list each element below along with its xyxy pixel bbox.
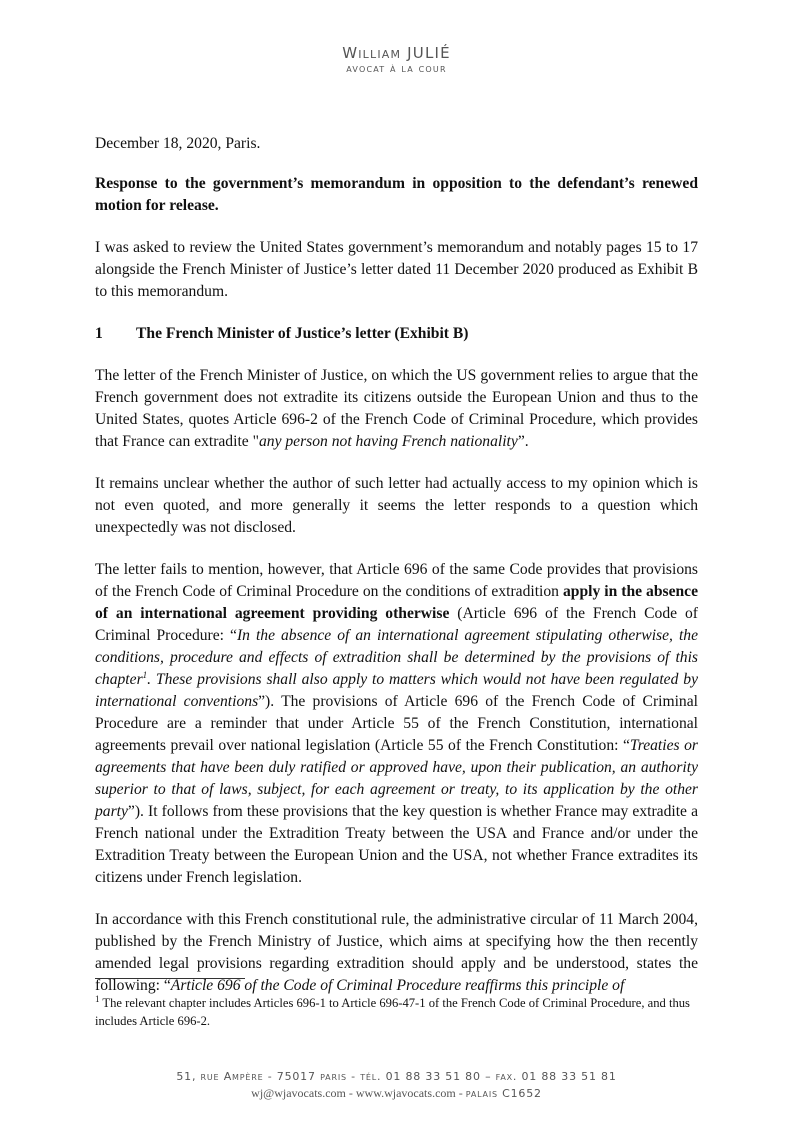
document-date: December 18, 2020, Paris. xyxy=(95,135,261,152)
quote: Article 696 of the Code of Criminal Procedure reaffirms this principle of xyxy=(170,977,625,994)
document-title xyxy=(95,173,698,217)
footer-contact xyxy=(0,1085,793,1102)
paragraph-article-696 xyxy=(95,559,698,889)
text: ”). The provisions of Article 696 of the French Code of Criminal Procedure are a reminder that under Article 55 of the French Constitution, international agreements prevail over national legislation (Article 55 of the French Constitution: “ xyxy=(95,693,698,754)
title-text: Response to the government’s memorandum in opposition to the defendant’s renewed motion for release. xyxy=(95,175,698,214)
text: ”. xyxy=(517,433,529,450)
document-body xyxy=(95,133,698,1017)
footer-email-web: wj@wjavocats.com - www.wjavocats.com - xyxy=(251,1086,466,1100)
footnote xyxy=(95,994,695,1030)
footnote-ref-number: 1 xyxy=(142,669,148,680)
text: (Article 696 of the French Code of Criminal Procedure: “ xyxy=(95,605,698,644)
section-title: The French Minister of Justice’s letter (Exhibit B) xyxy=(136,325,469,342)
paragraph-letter xyxy=(95,365,698,453)
lawyer-name: William JULIÉ xyxy=(342,44,451,62)
footnote-separator xyxy=(95,978,245,979)
text: ”). It follows from these provisions that the key question is whether France may extradite a French national under the Extradition Treaty between the USA and France and/or under the Extradition Treaty between the European Union and the USA, not whether France extradites its citizens under French legislation. xyxy=(95,803,698,886)
quote: In the absence of an international agreement stipulating otherwise, the conditions, procedure and effects of extradition shall be determined by the provisions of this chapter xyxy=(95,627,699,688)
quote: . These provisions shall also apply to matters which would not have been regulated by international conventions xyxy=(95,671,698,710)
quote: any person not having French nationality xyxy=(258,433,518,450)
paragraph-unclear: It remains unclear whether the author of such letter had actually access to my opinion which is not even quoted, and more generally it seems the letter responds to a question which unexpectedly was not disclosed. xyxy=(95,475,698,536)
footnote-text: The relevant chapter includes Articles 696-1 to Article 696-47-1 of the French Code of Criminal Procedure, and thus includes Article 696-2. xyxy=(95,996,690,1028)
text: The letter of the French Minister of Justice, on which the US government relies to argue that the French government does not extradite its citizens outside the European Union and thus to the United States, quotes Article 696-2 of the French Code of Criminal Procedure, which provides that France can extradite " xyxy=(95,367,698,450)
quote: Treaties or agreements that have been duly ratified or approved have, upon their publication, an authority superior to that of laws, subject, for each agreement or treaty, to its application by the other party xyxy=(95,737,698,820)
text: The letter fails to mention, however, that Article 696 of the same Code provides that provisions of the French Code of Criminal Procedure on the conditions of extradition xyxy=(95,561,698,600)
paragraph-intro: I was asked to review the United States government’s memorandum and notably pages 15 to 17 alongside the French Minister of Justice’s letter dated 11 December 2020 produced as Exhibit B to this memorandum. xyxy=(95,239,698,300)
letterhead-footer xyxy=(0,1069,793,1102)
section-heading xyxy=(95,323,698,345)
emphasis: apply in the absence of an international agreement providing otherwise xyxy=(95,583,699,622)
footer-address: 51, rue Ampère - 75017 paris - tél. 01 88 33 51 80 – fax. 01 88 33 51 81 xyxy=(176,1070,617,1083)
text: In accordance with this French constitutional rule, the administrative circular of 11 March 2004, published by the French Ministry of Justice, which aims at specifying how the then recently amended legal provisions regarding extradition should apply and be understood, states the following: “ xyxy=(95,911,698,994)
footer-palais: palais C1652 xyxy=(465,1087,542,1100)
section-number: 1 xyxy=(95,325,103,342)
footnote-number: 1 xyxy=(95,993,100,1004)
lawyer-title: avocat à la cour xyxy=(346,62,447,75)
paragraph-circular xyxy=(95,909,698,997)
letterhead xyxy=(0,44,793,76)
